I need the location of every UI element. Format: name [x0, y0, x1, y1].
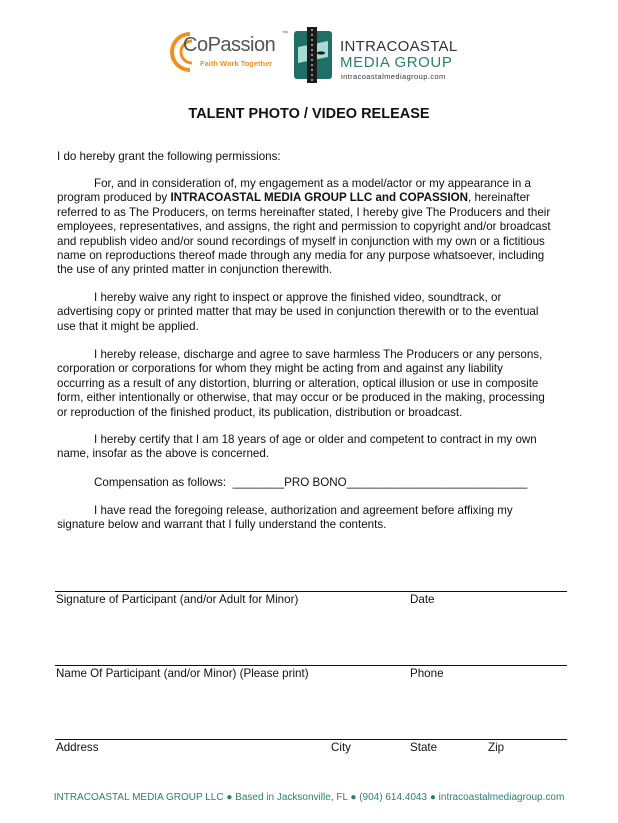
intracoastal-logo-icon	[293, 27, 333, 83]
para-line: For, and in consideration of, my engagement as a model/actor or my appearance in a	[94, 177, 531, 190]
text: , hereinafter	[468, 191, 530, 205]
para-line: referred to as The Producers, on terms hereinafter stated, I hereby give The Producers and their	[57, 205, 551, 219]
para-line: I hereby waive any right to inspect or approve the finished video, soundtrack, or	[94, 291, 502, 304]
name-label: Name Of Participant (and/or Minor) (Please print)	[56, 667, 309, 680]
para-line: occurring as a result of any distortion, blurring or alteration, optical illusion or use in composite	[57, 376, 539, 390]
footer: INTRACOASTAL MEDIA GROUP LLC ● Based in Jacksonville, FL ● (904) 614.4043 ● intracoastalmediagroup.com	[53, 792, 565, 803]
address-line[interactable]	[55, 739, 567, 740]
copassion-tagline: Faith Work Together	[200, 59, 273, 68]
intro-line: I do hereby grant the following permissions:	[57, 150, 281, 163]
copassion-logo	[168, 30, 290, 74]
para-line: corporation or corporations for whom they might be acting from and against any liability	[57, 362, 503, 376]
para-line: the use of any printed matter in conjunction therewith.	[57, 263, 333, 277]
acknowledgement-paragraph	[57, 504, 577, 533]
text: program produced by	[57, 191, 171, 205]
compensation-label: Compensation as follows:	[94, 476, 227, 489]
copassion-name: CoPassion	[183, 34, 276, 56]
para-line: and republish video and/or sound recordings of myself in conjunction with my own or a fictitious	[57, 234, 545, 248]
para-line: form, either intentionally or otherwise, that may occur or be produced in the making, processing	[57, 391, 545, 405]
waiver-paragraph	[57, 291, 577, 334]
copassion-tm: ™	[282, 31, 288, 37]
zip-label: Zip	[488, 741, 505, 754]
page-title: TALENT PHOTO / VIDEO RELEASE	[188, 106, 430, 122]
consideration-paragraph	[57, 177, 577, 278]
address-label: Address	[56, 741, 99, 754]
para-line: signature below and warrant that I fully understand the contents.	[57, 518, 387, 532]
compensation-line	[57, 476, 577, 490]
age-certification-paragraph	[57, 433, 577, 462]
para-line	[57, 191, 577, 205]
state-label: State	[410, 741, 438, 754]
compensation-row	[57, 476, 577, 490]
intracoastal-url: intracoastalmediagroup.com	[341, 72, 446, 81]
para-line: name on reproductions thereof made through any media for any purpose whatsoever, including	[57, 249, 545, 263]
city-label: City	[331, 741, 351, 754]
para-line: I have read the foregoing release, authorization and agreement before affixing my	[94, 504, 513, 517]
para-line: advertising copy or printed matter that may be used in conjunction therewith or to the eventual	[57, 305, 539, 319]
intracoastal-line1: INTRACOASTAL	[340, 38, 458, 55]
compensation-value[interactable]: ________PRO BONO____________________________	[232, 476, 528, 489]
para-line: name, insofar as the above is concerned.	[57, 447, 270, 461]
para-line: use that it might be applied.	[57, 319, 199, 333]
name-line[interactable]	[55, 665, 567, 666]
para-line: employees, representatives, and assigns, the right and permission to copyright and/or broadcast	[57, 220, 551, 234]
para-line: I hereby release, discharge and agree to save harmless The Producers or any persons,	[94, 348, 543, 361]
signature-label: Signature of Participant (and/or Adult for Minor)	[56, 593, 299, 606]
date-label: Date	[410, 593, 435, 606]
phone-label: Phone	[410, 667, 444, 680]
release-paragraph	[57, 348, 577, 420]
signature-line[interactable]	[55, 591, 567, 592]
para-line: I hereby certify that I am 18 years of age or older and competent to contract in my own	[94, 433, 537, 446]
para-line: or reproduction of the finished product, its publication, distribution or broadcast.	[57, 405, 463, 419]
intro-text	[57, 150, 577, 164]
producers-name: INTRACOASTAL MEDIA GROUP LLC and COPASSION	[170, 191, 469, 205]
intracoastal-line2: MEDIA GROUP	[340, 54, 453, 71]
